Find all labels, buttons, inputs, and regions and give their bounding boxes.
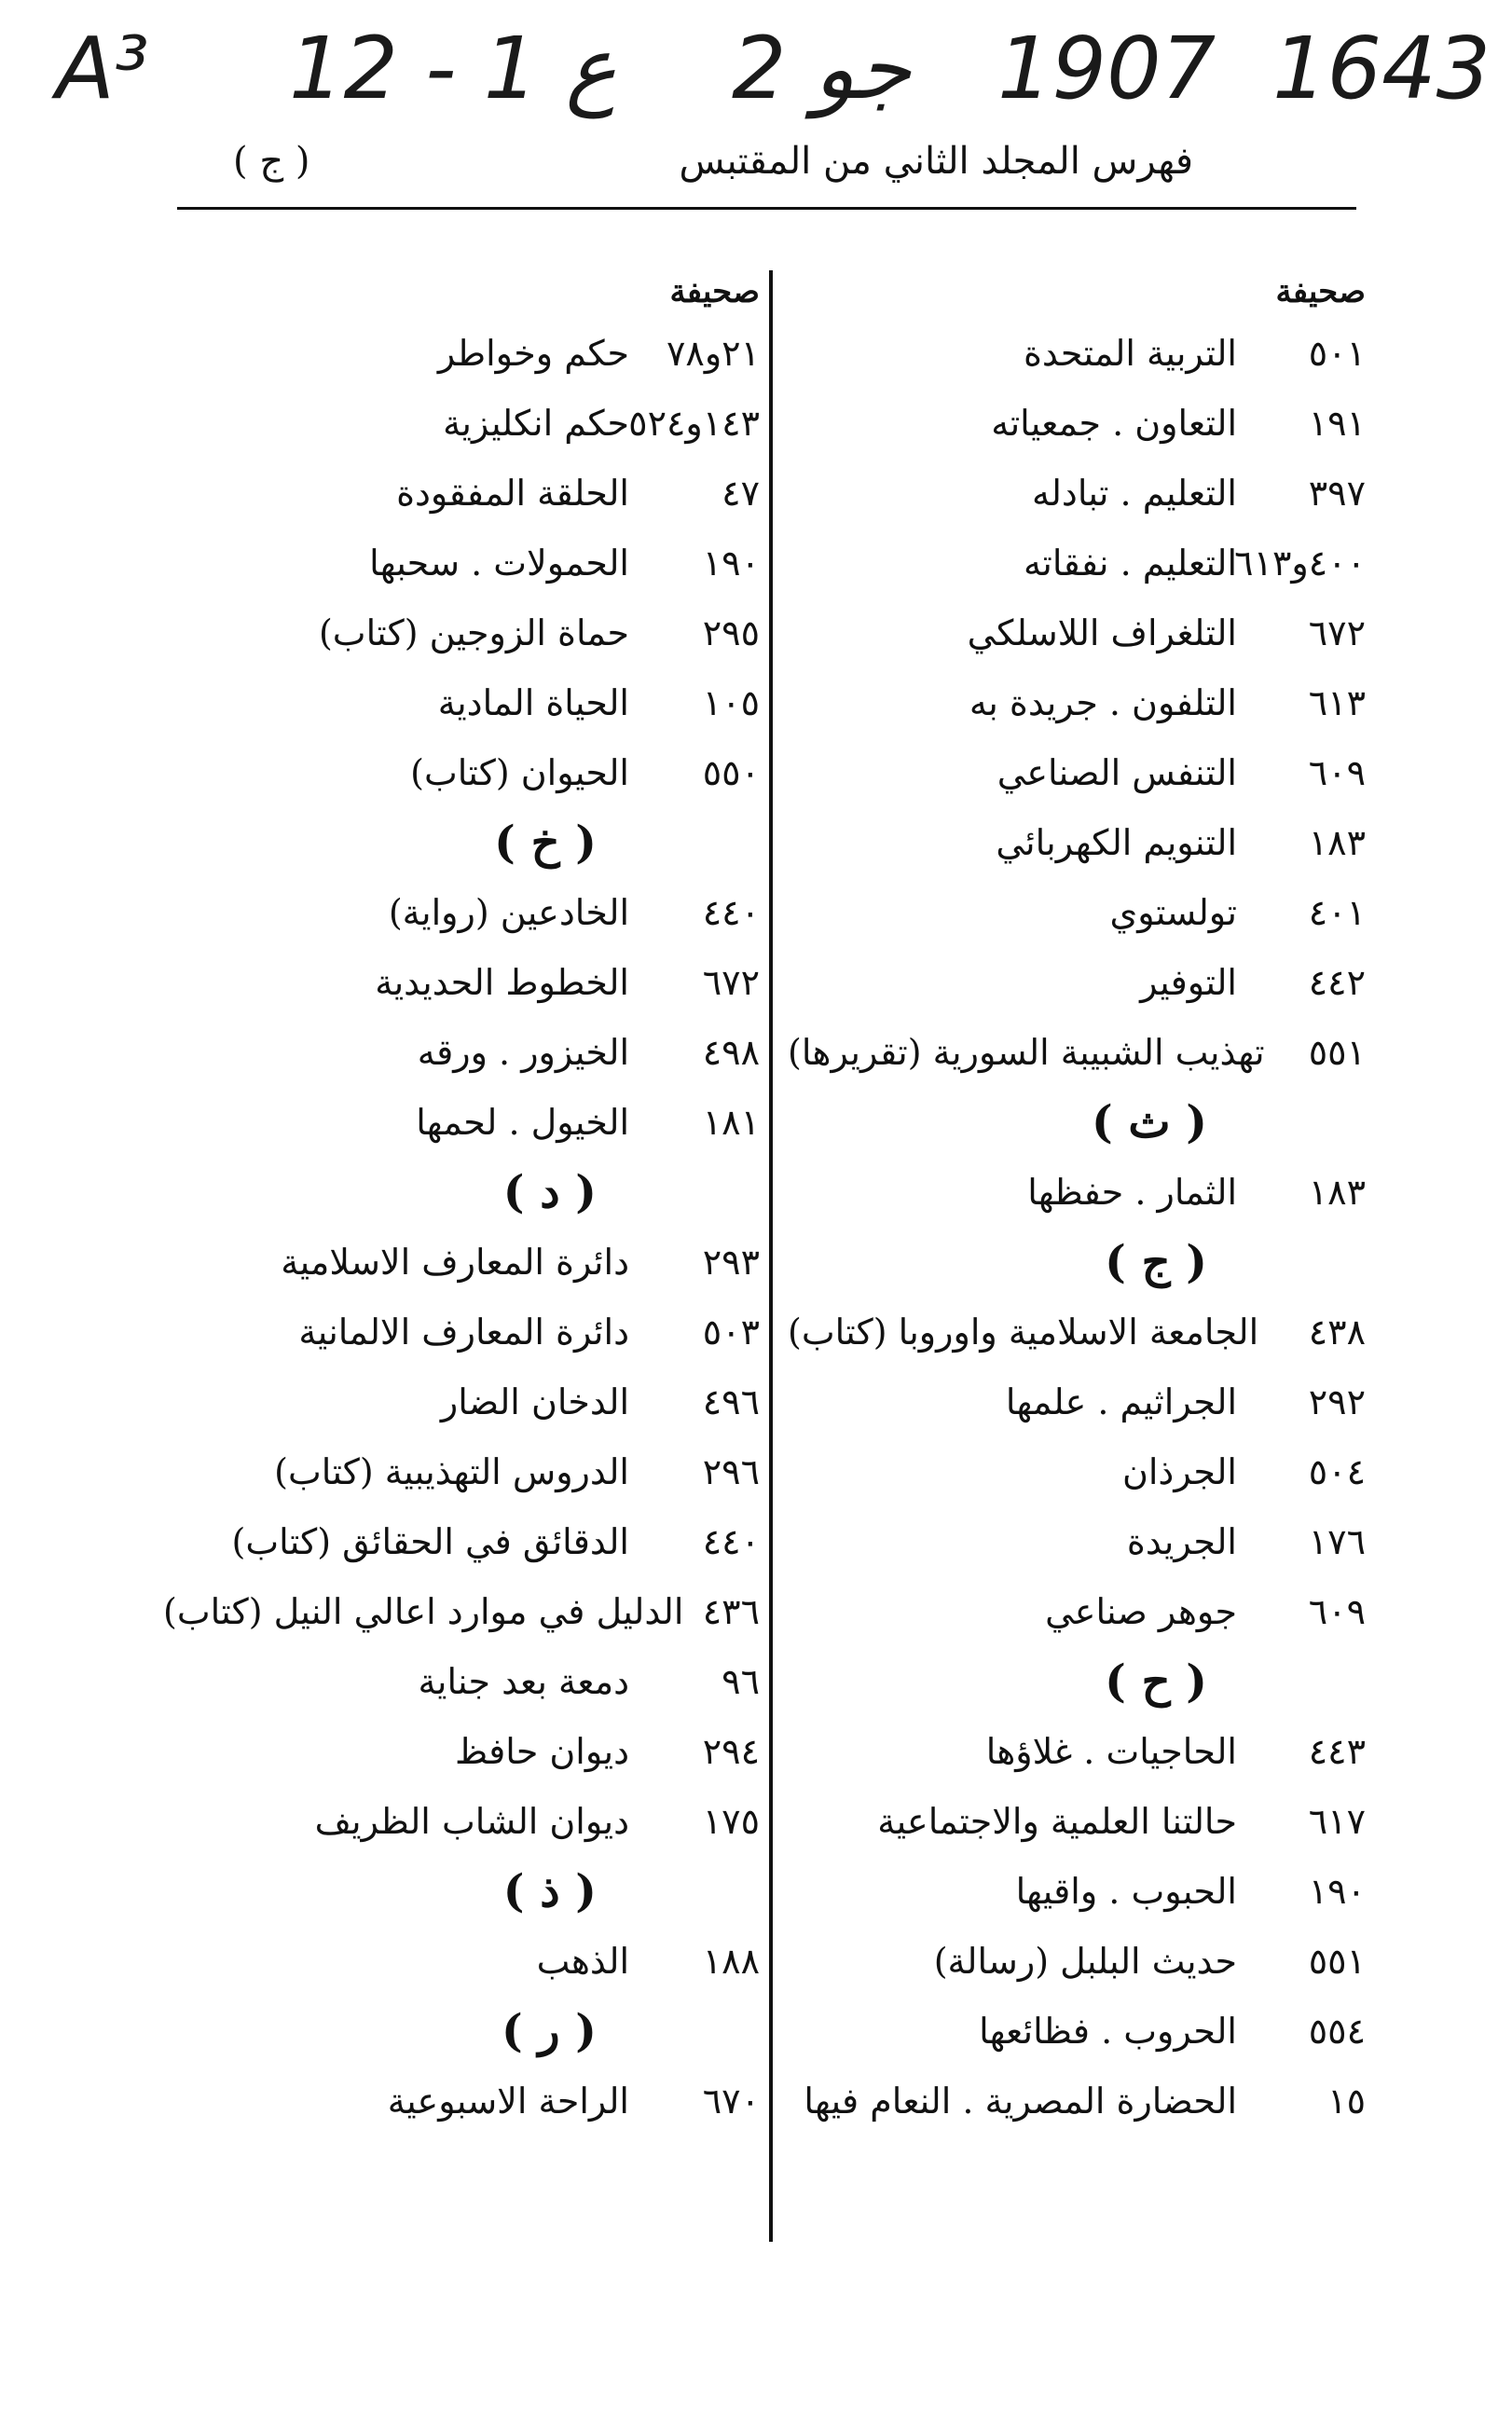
- entry-title: ديوان الشاب الظريف: [314, 1800, 629, 1842]
- entry-page-number: ٥٠٤: [1308, 1450, 1366, 1492]
- page-title: فهرس المجلد الثاني من المقتبس: [679, 140, 1193, 183]
- entry-title: الحروب . فظائعها: [979, 2010, 1237, 2052]
- entry-page-number: ٤٣٦: [702, 1590, 760, 1632]
- index-entry: [163, 1227, 760, 1297]
- entry-title: الخطوط الحديدية: [375, 961, 629, 1003]
- entry-page-number: ٦٧٢: [1308, 611, 1366, 653]
- entry-page-number: ٤٤٢: [1308, 961, 1366, 1003]
- entry-title: حكم انكليزية: [443, 402, 629, 444]
- column-heading: [163, 266, 760, 318]
- entry-title: الحضارة المصرية . النعام فيها: [804, 2080, 1237, 2122]
- index-entry: [163, 667, 760, 737]
- section-letter-heading: ( ح ): [1105, 1655, 1207, 1708]
- column-heading: [788, 266, 1366, 318]
- index-entry: [163, 1576, 760, 1646]
- index-entry: [163, 1716, 760, 1786]
- entry-page-number: ٥٠٣: [702, 1311, 760, 1353]
- index-entry: [788, 737, 1366, 807]
- index-entry: [163, 1926, 760, 1996]
- entry-title: دمعة بعد جناية: [418, 1660, 629, 1702]
- entry-page-number: ١٨٨: [702, 1940, 760, 1982]
- entry-page-number: ٦٧٠: [702, 2080, 760, 2122]
- entry-title: دائرة المعارف الالمانية: [298, 1311, 629, 1353]
- handwritten-number: 1643: [1272, 19, 1491, 118]
- index-entry: [788, 877, 1366, 947]
- entry-title: الجراثيم . علمها: [1005, 1380, 1237, 1422]
- entry-title: تولستوي: [1109, 891, 1237, 933]
- entry-title: الحلقة المفقودة: [396, 472, 629, 514]
- entry-page-number: ١٧٥: [702, 1800, 760, 1842]
- index-entry: [163, 528, 760, 597]
- entry-title: الدليل في موارد اعالي النيل (كتاب): [163, 1590, 684, 1632]
- entry-page-number: ٥٠١: [1308, 332, 1366, 374]
- index-entry: [163, 1646, 760, 1716]
- entry-page-number: ١٩٠: [702, 542, 760, 584]
- entry-title: جوهر صناعي: [1045, 1590, 1237, 1632]
- entry-title: حالتنا العلمية والاجتماعية: [877, 1800, 1237, 1842]
- entry-page-number: ٢٩٣: [702, 1241, 760, 1283]
- entry-title: التنفس الصناعي: [997, 751, 1237, 793]
- entry-title: الجرذان: [1121, 1450, 1237, 1492]
- index-entry: [163, 597, 760, 667]
- entry-page-number: ٢٩٤: [702, 1730, 760, 1772]
- entry-page-number: ٣٩٧: [1308, 472, 1366, 514]
- entry-title: حماة الزوجين (كتاب): [318, 611, 629, 653]
- entry-title: الثمار . حفظها: [1027, 1171, 1237, 1213]
- entry-title: الراحة الاسبوعية: [387, 2080, 629, 2122]
- entry-page-number: ١٠٥: [702, 681, 760, 723]
- handwritten-annotation: [37, 19, 1491, 158]
- handwritten-part-ref: 2 جو: [732, 19, 912, 118]
- index-entry: [788, 1786, 1366, 1856]
- entry-title: الجريدة: [1126, 1520, 1237, 1562]
- index-entry: [163, 318, 760, 388]
- index-entry: [788, 1576, 1366, 1646]
- entry-page-number: ٩٦: [722, 1660, 760, 1702]
- index-entry: [788, 667, 1366, 737]
- entry-page-number: ٥٥٤: [1308, 2010, 1366, 2052]
- entry-title: الحاجيات . غلاؤها: [985, 1730, 1237, 1772]
- index-entry: [788, 1506, 1366, 1576]
- entry-page-number: ٦٠٩: [1308, 751, 1366, 793]
- index-entry: [163, 458, 760, 528]
- entry-title: الجامعة الاسلامية واوروبا (كتاب): [788, 1311, 1259, 1353]
- index-entry: [788, 807, 1366, 877]
- section-letter-heading: ( ث ): [1091, 1095, 1207, 1148]
- entry-title: ديوان حافظ: [455, 1730, 629, 1772]
- entry-page-number: ١٥: [1327, 2080, 1366, 2122]
- index-entry: [163, 388, 760, 458]
- column-heading-label: صحيفة: [669, 273, 760, 310]
- index-entry: [788, 458, 1366, 528]
- entry-title: الدقائق في الحقائق (كتاب): [231, 1520, 629, 1562]
- index-entry: [788, 388, 1366, 458]
- entry-page-number: ٢٩٥: [702, 611, 760, 653]
- handwritten-volume-ref: 12 - 1 ع: [289, 19, 617, 118]
- section-letter-heading: ( ذ ): [502, 1864, 597, 1917]
- entry-title: الذهب: [536, 1940, 629, 1982]
- entry-page-number: ١٨٣: [1308, 1171, 1366, 1213]
- entry-title: التعاون . جمعياته: [991, 402, 1237, 444]
- entry-title: تهذيب الشبيبة السورية (تقريرها): [788, 1031, 1265, 1073]
- index-entry: [163, 1297, 760, 1367]
- entry-title: التنويم الكهربائي: [996, 821, 1237, 863]
- entry-page-number: ٤٠٠و٦١٣: [1234, 542, 1366, 584]
- entry-title: الحبوب . واقيها: [1015, 1870, 1237, 1912]
- entry-page-number: ٥٥١: [1308, 1940, 1366, 1982]
- entry-page-number: ٤٠١: [1308, 891, 1366, 933]
- index-entry: [788, 1856, 1366, 1926]
- index-entry: [788, 1157, 1366, 1227]
- index-entry: [163, 1017, 760, 1087]
- index-entry: [163, 1087, 760, 1157]
- entry-page-number: ٦٠٩: [1308, 1590, 1366, 1632]
- entry-page-number: ٥٥١: [1308, 1031, 1366, 1073]
- entry-page-number: ٤٩٨: [702, 1031, 760, 1073]
- entry-page-number: ٤٩٦: [702, 1380, 760, 1422]
- entry-title: حديث البلبل (رسالة): [933, 1940, 1237, 1982]
- entry-page-number: ٢١و٧٨: [666, 332, 760, 374]
- index-entry: [788, 1436, 1366, 1506]
- entry-page-number: ١٤٣و٥٢٤: [628, 402, 760, 444]
- index-entry: [788, 1716, 1366, 1786]
- header-rule: [177, 207, 1356, 210]
- index-entry: [788, 1017, 1366, 1087]
- handwritten-year: 1907: [997, 19, 1216, 118]
- index-entry: [788, 1996, 1366, 2066]
- entry-page-number: ٦١٧: [1308, 1800, 1366, 1842]
- entry-page-number: ٤٧: [722, 472, 760, 514]
- entry-page-number: ٤٤٠: [702, 1520, 760, 1562]
- entry-title: التوفير: [1140, 961, 1237, 1003]
- entry-page-number: ٢٩٦: [702, 1450, 760, 1492]
- section-letter-heading: ( د ): [502, 1165, 597, 1218]
- index-entry: [163, 947, 760, 1017]
- index-entry: [163, 877, 760, 947]
- entry-page-number: ٦١٣: [1308, 681, 1366, 723]
- section-letter-heading: ( ر ): [501, 2004, 597, 2057]
- handwritten-shelfmark: A³: [56, 19, 149, 118]
- entry-title: التلفون . جريدة به: [969, 681, 1237, 723]
- index-entry: [163, 737, 760, 807]
- index-entry: [163, 1367, 760, 1436]
- column-divider: [769, 270, 773, 2242]
- entry-title: التعليم . نفقاته: [1023, 542, 1237, 584]
- entry-title: التلغراف اللاسلكي: [967, 611, 1237, 653]
- entry-page-number: ٥٥٠: [702, 751, 760, 793]
- index-entry: [163, 1436, 760, 1506]
- index-entry: [788, 1297, 1366, 1367]
- entry-page-number: ١٨٣: [1308, 821, 1366, 863]
- entry-page-number: ٤٤٠: [702, 891, 760, 933]
- entry-title: التعليم . تبادله: [1031, 472, 1237, 514]
- index-column-right: [788, 266, 1366, 2136]
- entry-page-number: ٤٤٣: [1308, 1730, 1366, 1772]
- entry-title: التربية المتحدة: [1023, 332, 1237, 374]
- entry-page-number: ٢٩٢: [1308, 1380, 1366, 1422]
- section-letter-heading: ( خ ): [494, 816, 597, 869]
- entry-title: حكم وخواطر: [437, 332, 629, 374]
- entry-title: الحمولات . سحبها: [369, 542, 629, 584]
- entry-title: الحيوان (كتاب): [410, 751, 629, 793]
- entry-title: الخادعين (رواية): [388, 891, 629, 933]
- entry-title: الحياة المادية: [437, 681, 629, 723]
- index-entry: [788, 597, 1366, 667]
- column-heading-label: صحيفة: [1275, 273, 1366, 310]
- index-entry: [788, 1926, 1366, 1996]
- index-entry: [788, 1367, 1366, 1436]
- index-entry: [163, 1506, 760, 1576]
- entry-title: الدروس التهذيبية (كتاب): [274, 1450, 629, 1492]
- entry-page-number: ١٩٠: [1308, 1870, 1366, 1912]
- entry-title: الخيول . لحمها: [416, 1101, 629, 1143]
- entry-page-number: ٤٣٨: [1308, 1311, 1366, 1353]
- entry-title: الخيزور . ورقه: [417, 1031, 629, 1073]
- section-letter-heading: ( ج ): [1105, 1235, 1207, 1288]
- index-entry: [788, 528, 1366, 597]
- header-section-letter: ( ج ): [233, 140, 310, 183]
- entry-title: الدخان الضار: [440, 1380, 629, 1422]
- entry-page-number: ١٩١: [1308, 402, 1366, 444]
- entry-page-number: ١٨١: [702, 1101, 760, 1143]
- index-entry: [788, 2066, 1366, 2136]
- entry-title: دائرة المعارف الاسلامية: [281, 1241, 629, 1283]
- index-column-left: [163, 266, 760, 2136]
- index-entry: [788, 947, 1366, 1017]
- entry-page-number: ٦٧٢: [702, 961, 760, 1003]
- index-entry: [163, 1786, 760, 1856]
- index-entry: [163, 2066, 760, 2136]
- page-header: [177, 140, 1356, 205]
- entry-page-number: ١٧٦: [1308, 1520, 1366, 1562]
- index-entry: [788, 318, 1366, 388]
